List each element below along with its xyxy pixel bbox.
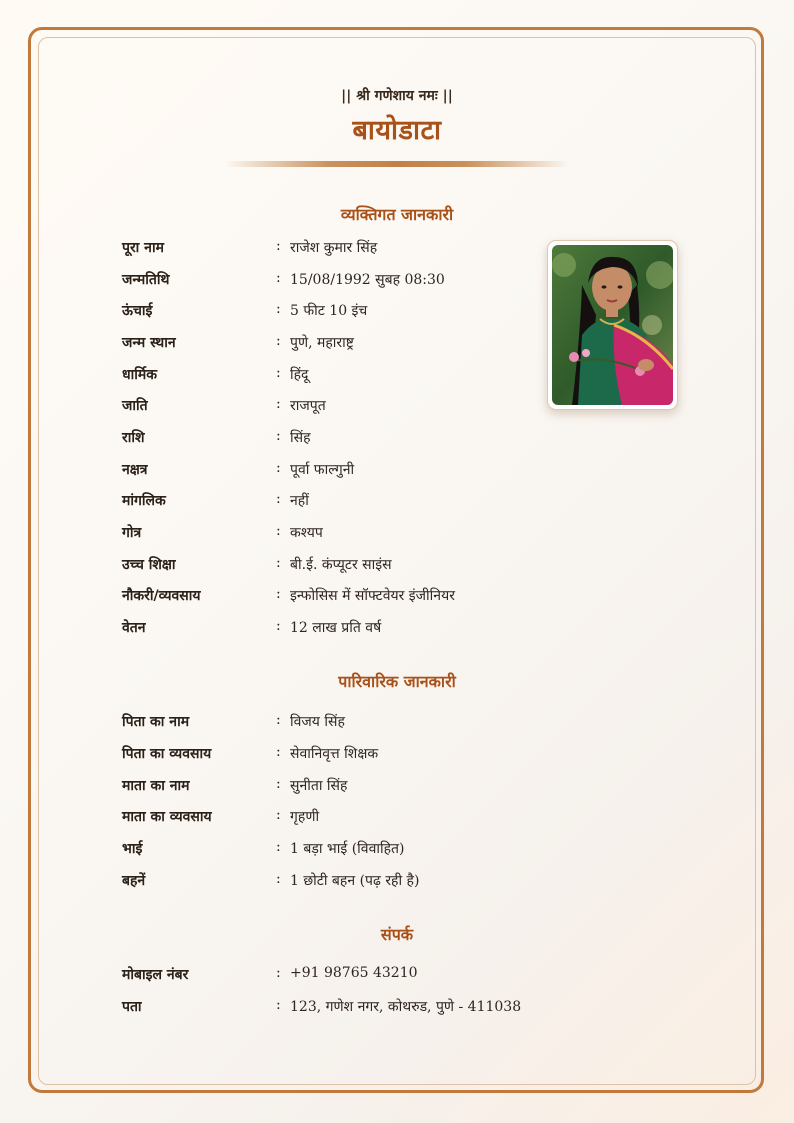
row-separator: : [276,491,281,507]
section-heading-family: पारिवारिक जानकारी [338,672,456,691]
row-value: 5 फीट 10 इंच [290,303,368,319]
info-row-mother-name [0,776,794,798]
row-value: 12 लाख प्रति वर्ष [290,620,382,636]
row-value: 123, गणेश नगर, कोथरुड, पुणे - 411038 [290,999,522,1015]
row-separator: : [276,776,281,792]
row-separator: : [276,523,281,539]
row-label: ऊंचाई [122,303,153,319]
row-separator: : [276,396,281,412]
mantra-line: || श्री गणेशाय नमः || [341,88,453,104]
row-label: भाई [122,841,143,857]
row-separator: : [276,871,281,887]
row-separator: : [276,301,281,317]
info-row-address [0,997,794,1019]
row-label: पता [122,999,142,1015]
row-value: गृहणी [290,809,320,825]
row-value: राजेश कुमार सिंह [290,240,378,256]
row-separator: : [276,460,281,476]
row-value: सेवानिवृत्त शिक्षक [290,746,379,762]
row-separator: : [276,555,281,571]
row-label: राशि [122,430,145,446]
row-value: सिंह [290,430,311,446]
row-separator: : [276,807,281,823]
row-value: बी.ई. कंप्यूटर साइंस [290,557,392,573]
row-separator: : [276,365,281,381]
row-value: 1 छोटी बहन (पढ़ रही है) [290,873,420,889]
row-value: पूर्वा फाल्गुनी [290,462,355,478]
info-row-zodiac [0,428,794,450]
row-value: 15/08/1992 सुबह 08:30 [290,272,445,288]
row-separator: : [276,997,281,1013]
info-row-education [0,555,794,577]
row-label: जाति [122,398,148,414]
row-label: पिता का व्यवसाय [122,746,212,762]
row-label: नौकरी/व्यवसाय [122,588,201,604]
profile-photo [552,245,673,405]
info-row-brothers [0,839,794,861]
row-label: पूरा नाम [122,240,164,256]
info-row-nakshatra [0,460,794,482]
row-separator: : [276,839,281,855]
info-row-manglik [0,491,794,513]
row-separator: : [276,744,281,760]
info-row-mobile [0,965,794,987]
row-label: धार्मिक [122,367,157,383]
row-separator: : [276,333,281,349]
row-value: कश्यप [290,525,323,541]
section-heading-contact: संपर्क [380,925,414,944]
row-value: विजय सिंह [290,714,345,730]
info-row-gotra [0,523,794,545]
row-label: माता का व्यवसाय [122,809,212,825]
row-separator: : [276,238,281,254]
row-value: 1 बड़ा भाई (विवाहित) [290,841,405,857]
row-label: नक्षत्र [122,462,148,478]
row-label: मोबाइल नंबर [122,967,189,983]
section-heading-personal: व्यक्तिगत जानकारी [340,205,454,224]
row-value: राजपूत [290,398,326,414]
row-separator: : [276,428,281,444]
row-separator: : [276,618,281,634]
info-row-occupation [0,586,794,608]
info-row-father-name [0,712,794,734]
info-row-sisters [0,871,794,893]
row-value: सुनीता सिंह [290,778,348,794]
row-separator: : [276,965,281,981]
title-divider [225,161,570,167]
row-label: वेतन [122,620,146,636]
row-label: बहनें [122,873,146,889]
row-label: पिता का नाम [122,714,190,730]
row-label: गोत्र [122,525,142,541]
info-row-salary [0,618,794,640]
row-label: उच्च शिक्षा [122,557,176,573]
row-label: जन्म स्थान [122,335,176,351]
info-row-mother-occupation [0,807,794,829]
row-value: इन्फोसिस में सॉफ्टवेयर इंजीनियर [290,588,455,604]
row-separator: : [276,586,281,602]
row-separator: : [276,270,281,286]
row-value: +91 98765 43210 [290,965,418,981]
row-label: माता का नाम [122,778,190,794]
row-value: पुणे, महाराष्ट्र [290,335,354,351]
row-value: नहीं [290,493,309,509]
info-row-father-occupation [0,744,794,766]
row-separator: : [276,712,281,728]
row-value: हिंदू [290,367,309,383]
page-title: बायोडाटा [352,115,442,146]
profile-photo-frame [547,240,678,410]
row-label: जन्मतिथि [122,272,170,288]
row-label: मांगलिक [122,493,166,509]
